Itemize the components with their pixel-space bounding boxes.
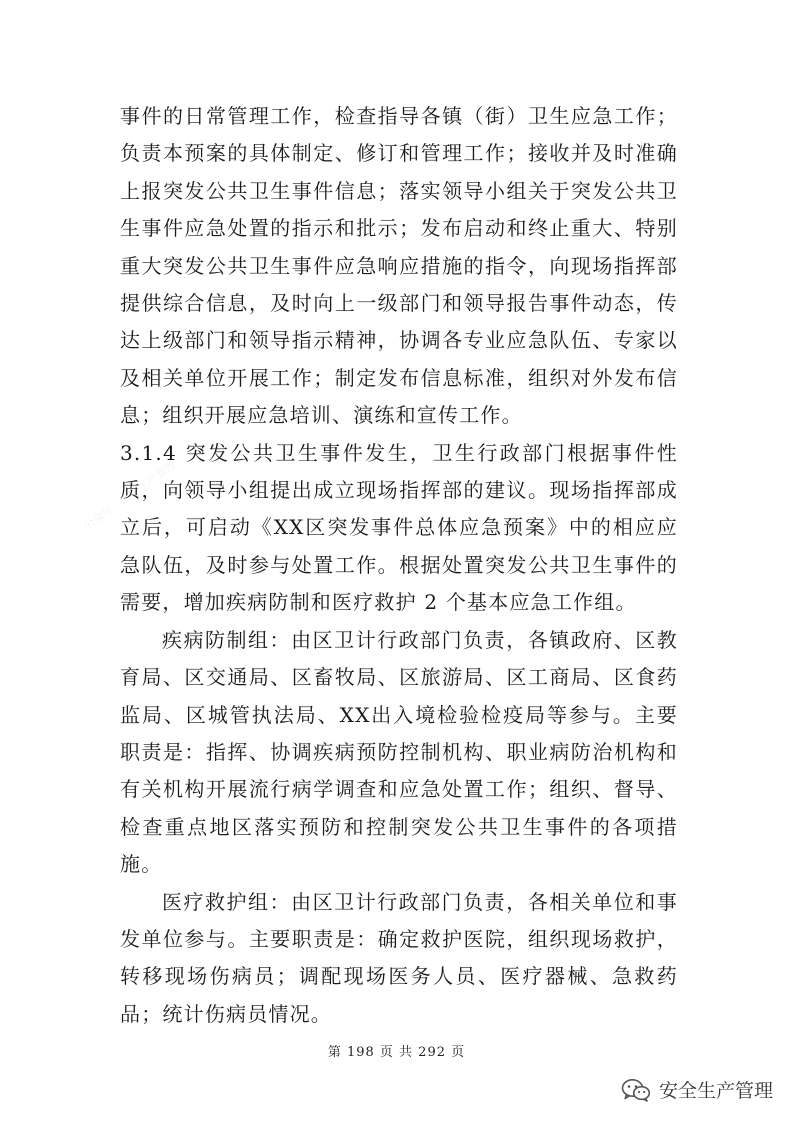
document-body <box>120 98 678 1033</box>
page-number: 第 198 页 共 292 页 <box>327 1045 466 1060</box>
paragraph-2: 3.1.4 突发公共卫生事件发生，卫生行政部门根据事件性质，向领导小组提出成立现场指挥部的建议。现场指挥部成立后，可启动《XX区突发事件总体应急预案》中的相应应急队伍，及时参与处置工作。根据处置突发公共卫生事件的需要，增加疾病防制和医疗救护 2 个基本应急工作组。 <box>120 440 678 615</box>
wechat-icon <box>621 1078 651 1102</box>
brand-name: 安全生产管理 <box>658 1080 773 1102</box>
faint-watermark: 公众号：安全生产管理 <box>81 458 179 533</box>
paragraph-4: 医疗救护组：由区卫计行政部门负责，各相关单位和事发单位参与。主要职责是：确定救护医院，组织现场救护，转移现场伤病员；调配现场医务人员、医疗器械、急救药品；统计伤病员情况。 <box>120 889 678 1026</box>
paragraph-3: 疾病防制组：由区卫计行政部门负责，各镇政府、区教育局、区交通局、区畜牧局、区旅游局、区工商局、区食药监局、区城管执法局、XX出入境检验检疫局等参与。主要职责是：指挥、协调疾病预防控制机构、职业病防治机构和有关机构开展流行病学调查和应急处置工作；组织、督导、检查重点地区落实预防和控制突发公共卫生事件的各项措施。 <box>120 627 678 877</box>
paragraph-1: 事件的日常管理工作，检查指导各镇（街）卫生应急工作；负责本预案的具体制定、修订和管理工作；接收并及时准确上报突发公共卫生事件信息；落实领导小组关于突发公共卫生事件应急处置的指示和批示；发布启动和终止重大、特别重大突发公共卫生事件应急响应措施的指令，向现场指挥部提供综合信息，及时向上一级部门和领导报告事件动态，传达上级部门和领导指示精神，协调各专业应急队伍、专家以及相关单位开展工作；制定发布信息标准，组织对外发布信息；组织开展应急培训、演练和宣传工作。 <box>120 104 678 428</box>
brand-watermark <box>621 1076 773 1103</box>
